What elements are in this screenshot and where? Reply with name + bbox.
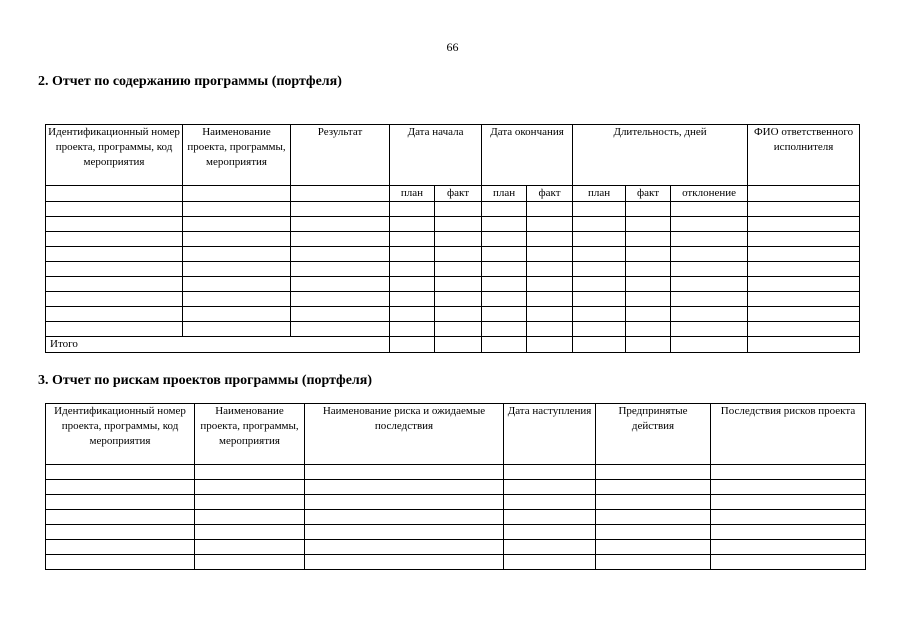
header-name: Наименование проекта, программы, мероприятия [183,125,291,186]
table-cell [482,262,527,277]
table-cell [504,540,596,555]
table-cell [711,465,866,480]
table-cell [390,262,435,277]
table-cell [482,217,527,232]
header-row [46,404,866,465]
table-cell [183,277,291,292]
table-cell [291,217,390,232]
table-cell [195,540,305,555]
table-cell [527,292,573,307]
table-cell [748,247,860,262]
table-cell [195,465,305,480]
table-cell [291,232,390,247]
table-cell [183,217,291,232]
content-report-table [45,124,860,353]
subheader-duration-plan: план [573,186,626,202]
table-cell [291,262,390,277]
table-cell [390,202,435,217]
table-cell [671,217,748,232]
table-cell [504,510,596,525]
table-cell [626,322,671,337]
risk-report-table [45,403,866,570]
table-cell [46,232,183,247]
table-cell [390,322,435,337]
table-cell [527,202,573,217]
table-cell [573,232,626,247]
table-cell [711,540,866,555]
table-cell [46,247,183,262]
table-cell [573,307,626,322]
table-cell [527,262,573,277]
table-cell [748,277,860,292]
table-cell [291,277,390,292]
table-cell [390,307,435,322]
table-cell [711,480,866,495]
table-cell [291,322,390,337]
table-cell [671,232,748,247]
total-label: Итого [46,337,390,353]
subheader-start-fact: факт [435,186,482,202]
table-cell [671,262,748,277]
table-row [46,525,866,540]
table-cell [527,232,573,247]
table-row [46,555,866,570]
table-cell [596,540,711,555]
table-row [46,277,860,292]
header-actions: Предпринятые действия [596,404,711,465]
table-cell [291,292,390,307]
table-cell [46,262,183,277]
table-cell [573,247,626,262]
table-cell [305,465,504,480]
table-row [46,307,860,322]
table-row [46,262,860,277]
table-row [46,292,860,307]
header-id: Идентификационный номер проекта, программы, код мероприятия [46,125,183,186]
table-cell [596,480,711,495]
table-cell [711,525,866,540]
table-cell [435,217,482,232]
table-cell [626,202,671,217]
table-cell [305,525,504,540]
header-id: Идентификационный номер проекта, программы, код мероприятия [46,404,195,465]
table-cell [305,555,504,570]
table-cell [435,202,482,217]
header-risk: Наименование риска и ожидаемые последствия [305,404,504,465]
table-cell [626,277,671,292]
table-cell [390,247,435,262]
table-cell [748,217,860,232]
table-cell [305,540,504,555]
table-cell [711,555,866,570]
table-cell [482,232,527,247]
total-row [46,337,860,353]
table-cell [748,322,860,337]
table-row [46,495,866,510]
table-cell [504,480,596,495]
subheader-row [46,186,860,202]
subheader-start-plan: план [390,186,435,202]
header-date: Дата наступления [504,404,596,465]
section-title-risk-report: 3. Отчет по рискам проектов программы (портфеля) [38,373,373,388]
table-cell [183,247,291,262]
table-cell [626,247,671,262]
header-consequences: Последствия рисков проекта [711,404,866,465]
table-row [46,465,866,480]
header-duration: Длительность, дней [573,125,748,186]
table-cell [435,262,482,277]
table-cell [435,277,482,292]
table-row [46,202,860,217]
header-responsible: ФИО ответственного исполнителя [748,125,860,186]
table-row [46,540,866,555]
table-cell [195,510,305,525]
table-cell [596,525,711,540]
table-cell [435,322,482,337]
table-cell [46,555,195,570]
table-cell [305,510,504,525]
table-cell [482,307,527,322]
table-cell [527,247,573,262]
subheader-duration-fact: факт [626,186,671,202]
table-cell [46,202,183,217]
table-cell [711,510,866,525]
table-cell [195,480,305,495]
table-cell [291,307,390,322]
table-cell [305,495,504,510]
table-cell [527,307,573,322]
table-cell [195,525,305,540]
table-cell [195,555,305,570]
table-cell [573,262,626,277]
table-cell [626,292,671,307]
table-cell [46,525,195,540]
table-row [46,247,860,262]
table-cell [46,540,195,555]
table-cell [435,247,482,262]
page-number: 66 [446,40,459,54]
table-cell [671,292,748,307]
table-cell [435,307,482,322]
table-cell [626,307,671,322]
header-end-date: Дата окончания [482,125,573,186]
table-cell [183,292,291,307]
table-cell [291,202,390,217]
header-name: Наименование проекта, программы, мероприятия [195,404,305,465]
table-cell [748,232,860,247]
table-cell [504,555,596,570]
table-cell [596,555,711,570]
table-cell [46,480,195,495]
table-cell [671,307,748,322]
table-cell [626,217,671,232]
table-cell [504,495,596,510]
table-cell [504,465,596,480]
section-title-content-report: 2. Отчет по содержанию программы (портфеля) [38,74,342,89]
table-cell [46,495,195,510]
table-cell [183,322,291,337]
table-cell [671,202,748,217]
table-cell [482,322,527,337]
table-cell [626,232,671,247]
table-cell [596,510,711,525]
table-cell [435,292,482,307]
table-cell [711,495,866,510]
table-cell [482,277,527,292]
table-cell [527,322,573,337]
subheader-duration-deviation: отклонение [671,186,748,202]
table-cell [183,307,291,322]
table-cell [482,202,527,217]
table-cell [748,262,860,277]
table-cell [626,262,671,277]
table-cell [435,232,482,247]
table-row [46,232,860,247]
table-cell [183,202,291,217]
table-cell [195,495,305,510]
table-cell [748,292,860,307]
table-row [46,217,860,232]
table-cell [748,202,860,217]
table-cell [390,277,435,292]
table-cell [390,292,435,307]
table-cell [573,217,626,232]
table-cell [46,465,195,480]
table-cell [596,495,711,510]
table-cell [671,277,748,292]
table-row [46,322,860,337]
table-cell [596,465,711,480]
table-cell [573,322,626,337]
table-cell [671,247,748,262]
table-cell [527,217,573,232]
table-cell [291,247,390,262]
header-start-date: Дата начала [390,125,482,186]
table-cell [183,262,291,277]
table-cell [671,322,748,337]
header-result: Результат [291,125,390,186]
table-cell [504,525,596,540]
table-cell [573,277,626,292]
table-row [46,480,866,495]
table-cell [46,292,183,307]
table-cell [46,277,183,292]
table-cell [46,510,195,525]
table-cell [390,232,435,247]
table-cell [482,292,527,307]
table-row [46,510,866,525]
table-cell [748,307,860,322]
table-cell [573,292,626,307]
table-cell [527,277,573,292]
header-row [46,125,860,186]
table-cell [46,322,183,337]
table-cell [46,307,183,322]
table-cell [573,202,626,217]
table-cell [305,480,504,495]
table-cell [482,247,527,262]
subheader-end-fact: факт [527,186,573,202]
table-cell [390,217,435,232]
subheader-end-plan: план [482,186,527,202]
table-cell [183,232,291,247]
table-cell [46,217,183,232]
